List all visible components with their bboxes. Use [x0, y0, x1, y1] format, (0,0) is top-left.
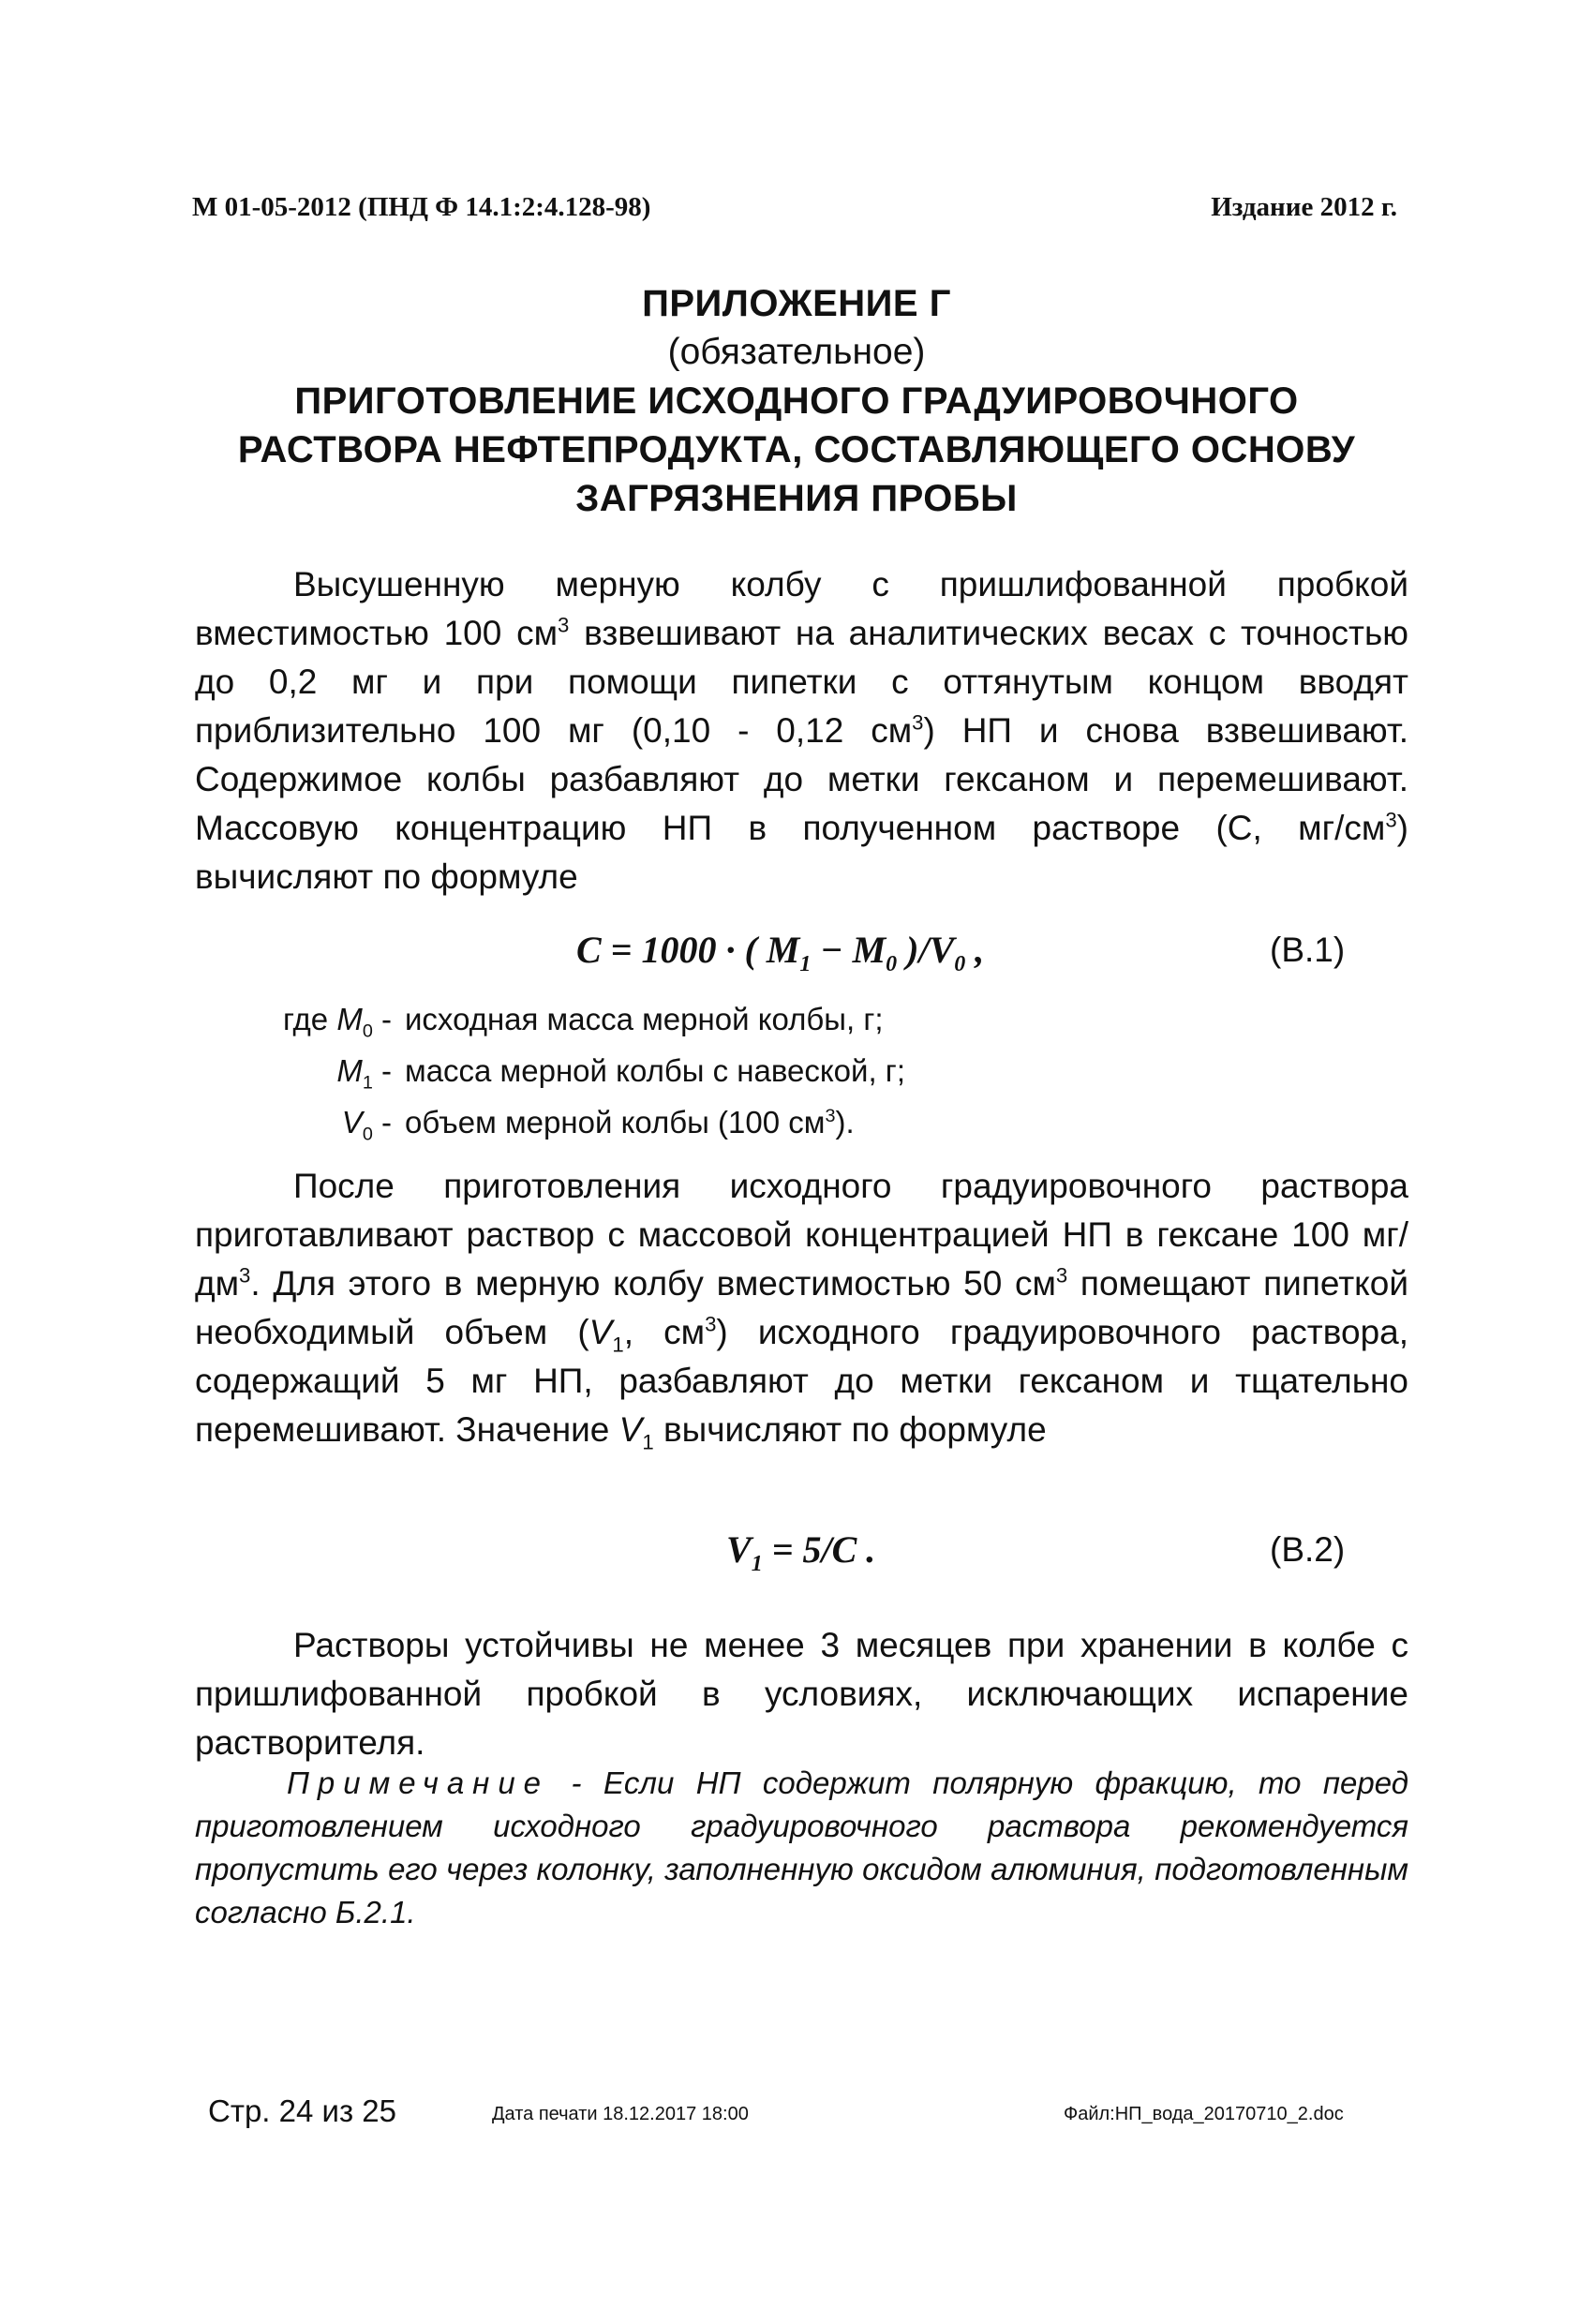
superscript: 3 — [239, 1263, 251, 1288]
definition-row — [195, 1045, 905, 1096]
definition-symbol — [195, 1001, 405, 1042]
paragraph-2-text: вычисляют по формуле — [653, 1410, 1047, 1449]
definition-symbol — [195, 1052, 405, 1094]
superscript: 3 — [1385, 808, 1397, 832]
paragraph-3 — [195, 1621, 1408, 1767]
definition-text: исходная масса мерной колбы, г; — [405, 1001, 884, 1036]
footer-print-date: Дата печати 18.12.2017 18:00 — [492, 2104, 749, 2124]
paragraph-1 — [195, 560, 1408, 901]
symbol-sub: 1 — [642, 1430, 654, 1454]
formula-b2 — [726, 1527, 876, 1576]
where-label: где — [282, 1001, 337, 1036]
paragraph-2-text: ) исходного градуировочного раствора, содержащий 5 мг НП, разбавляют до метки гексаном и тщательно перемешивают. Значение — [195, 1313, 1409, 1449]
symbol-text: V — [341, 1104, 363, 1140]
symbol-sub: 1 — [612, 1333, 624, 1357]
paragraph-1-text-b: взвешивают на аналитических весах с точностью до 0,2 мг и при помощи пипетки с оттянутым концом вводят приблизительно 100 мг (0,10 - 0,12 см — [195, 614, 1409, 750]
paragraph-1-text-a: Высушенную мерную колбу с пришлифованной пробкой вместимостью 100 см — [195, 565, 1408, 652]
definition-text-part: объем мерной колбы (100 см — [405, 1104, 826, 1140]
superscript: 3 — [912, 710, 924, 735]
paragraph-2-text: . Для этого в мерную колбу вместимостью 50 см — [250, 1264, 1056, 1303]
superscript: 3 — [1055, 1263, 1068, 1288]
superscript: 3 — [558, 613, 570, 637]
edition-label: Издание 2012 г. — [1211, 192, 1397, 222]
note-block — [195, 1762, 1408, 1934]
formula-b1-part: , — [965, 929, 985, 971]
symbol-text: M — [336, 1052, 363, 1088]
formula-b1-number: (В.1) — [1270, 931, 1346, 969]
symbol-text: V — [588, 1313, 613, 1351]
formula-b2-sub: 1 — [751, 1552, 763, 1576]
paragraph-2 — [195, 1162, 1408, 1454]
footer-file-name: Файл:НП_вода_20170710_2.doc — [1064, 2104, 1344, 2124]
formula-b2-number: (В.2) — [1270, 1530, 1346, 1569]
appendix-heading-line-2: РАСТВОРА НЕФТЕПРОДУКТА, СОСТАВЛЯЮЩЕГО ОСНОВУ — [237, 429, 1356, 470]
definition-symbol — [195, 1104, 405, 1145]
definition-row — [195, 1096, 905, 1148]
formula-b1-sub: 0 — [954, 952, 966, 976]
symbol-text: M — [336, 1001, 363, 1036]
appendix-title: ПРИЛОЖЕНИЕ Г — [642, 283, 951, 324]
formula-b1-sub: 1 — [799, 952, 812, 976]
paragraph-1-text-d: ) вычисляют по формуле — [195, 809, 1408, 896]
formula-b1 — [576, 928, 985, 976]
formula-b2-part: V — [726, 1528, 752, 1571]
paragraph-2-text: После приготовления исходного градуировочного раствора приготавливают раствор с массовой концентрацией НП в гексане 100 мг/дм — [195, 1167, 1408, 1303]
definition-text: масса мерной колбы с навеской, г; — [405, 1052, 906, 1088]
symbol-dash: - — [372, 1104, 392, 1140]
definition-text — [405, 1105, 855, 1140]
paragraph-3-text: Растворы устойчивы не менее 3 месяцев при хранении в колбе с пришлифованной пробкой в условиях, исключающих испарение растворителя. — [195, 1626, 1408, 1762]
note-text: - Если НП содержит полярную фракцию, то перед приготовлением исходного градуировочного раствора рекомендуется пропустить его через колонку, заполненную оксидом алюминия, подготовленным согласно Б.2.1. — [195, 1765, 1408, 1929]
formula-b1-part: C = 1000 · ( M — [576, 929, 800, 971]
symbol-dash: - — [372, 1001, 392, 1036]
definition-row — [195, 993, 905, 1045]
symbol-dash: - — [372, 1052, 392, 1088]
superscript: 3 — [705, 1312, 717, 1336]
paragraph-2-text: , см — [623, 1313, 706, 1351]
paragraph-2-text: помещают пипеткой необходимый объем ( — [195, 1264, 1408, 1351]
symbol-sub: 0 — [362, 1124, 373, 1145]
appendix-heading-line-1: ПРИГОТОВЛЕНИЕ ИСХОДНОГО ГРАДУИРОВОЧНОГО — [294, 380, 1299, 422]
formula-b2-part: = 5/C . — [762, 1528, 876, 1571]
definition-text-part: ). — [835, 1104, 855, 1140]
footer-page-number: Стр. 24 из 25 — [208, 2093, 396, 2128]
symbol-text: V — [618, 1410, 643, 1449]
formula-b1-sub: 0 — [886, 952, 898, 976]
symbol-sub: 0 — [362, 1020, 373, 1042]
paragraph-1-text-c: ) НП и снова взвешивают. Содержимое колбы разбавляют до метки гексаном и перемешивают. Массовую концентрацию НП в полученном растворе (С, мг/см — [195, 711, 1408, 847]
formula-b1-part: − M — [811, 929, 886, 971]
appendix-heading-line-3: ЗАГРЯЗНЕНИЯ ПРОБЫ — [575, 478, 1018, 519]
superscript: 3 — [825, 1105, 836, 1126]
appendix-status: (обязательное) — [667, 332, 926, 372]
formula-b1-part: )/V — [897, 929, 955, 971]
symbol-sub: 1 — [362, 1072, 373, 1094]
document-code: М 01-05-2012 (ПНД Ф 14.1:2:4.128-98) — [192, 192, 651, 222]
appendix-title-block — [187, 279, 1406, 523]
definitions-list — [195, 993, 905, 1148]
note-label: Примечание — [287, 1765, 550, 1800]
